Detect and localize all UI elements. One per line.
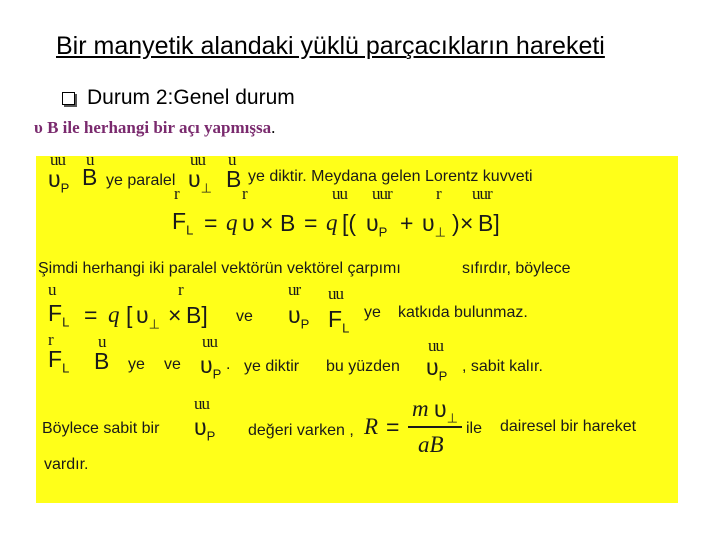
vector-mark: uu [428, 336, 443, 355]
vector-mark: uu [50, 156, 65, 169]
v-parallel-symbol: $\upsilon_P$ [288, 302, 310, 332]
numerator-velocity: $\upsilon_\perp$ [434, 396, 458, 426]
statement-text-2: sıfırdır, böylece [462, 260, 571, 277]
bracket-open: [ [126, 302, 133, 328]
v-parallel-symbol: $\upsilon_P$ [48, 166, 70, 196]
constant-text: , sabit kalır. [462, 358, 543, 375]
period: . [226, 356, 231, 373]
bracket-open: [( [342, 210, 357, 236]
vector-mark: u [48, 280, 56, 299]
subtitle-end: . [271, 118, 276, 137]
v-perp-symbol: $\upsilon_\perp$ [188, 166, 212, 196]
ye-text: ye [364, 304, 381, 321]
b-symbol: B [280, 210, 296, 236]
vector-mark: r [48, 330, 53, 349]
charge-symbol: q [108, 302, 120, 327]
vector-mark: u [228, 156, 236, 169]
vector-mark: uur [472, 184, 492, 203]
perpendicular-text: ye diktir [244, 358, 300, 375]
velocity-symbol: υ [242, 210, 255, 236]
vector-mark: uu [202, 332, 217, 351]
ye-text: ye [128, 356, 145, 373]
cross-sign-2: × [460, 210, 474, 236]
vector-mark: uu [190, 156, 205, 169]
fraction-bar [408, 426, 462, 428]
v-parallel-symbol: $\upsilon_P$ [366, 210, 388, 240]
lorentz-force-symbol-2: $F_L$ [328, 306, 350, 336]
vector-mark: uu [332, 184, 347, 203]
bracket-close: ) [452, 210, 460, 236]
vector-mark: uu [194, 394, 209, 413]
and-text: ve [164, 356, 181, 373]
charge-symbol-2: q [326, 210, 338, 235]
v-parallel-symbol-2: $\upsilon_P$ [426, 354, 448, 384]
numerator-mass: m [412, 396, 429, 421]
vector-mark: ur [288, 280, 301, 299]
statement-text: Şimdi herhangi iki paralel vektörün vektörel çarpımı [38, 260, 401, 277]
square-bullet-icon [62, 92, 75, 105]
bullet-item [62, 86, 295, 110]
subtitle-main: υ B ile herhangi bir açı yapmışsa [34, 118, 272, 137]
charge-symbol: q [226, 210, 238, 235]
with-text: ile [466, 420, 483, 437]
plus-sign: + [400, 210, 414, 236]
b-symbol-bracket: B] [478, 210, 500, 236]
vector-mark: r [174, 184, 179, 203]
equals-sign: = [84, 302, 98, 328]
lorentz-force-symbol: $F_L$ [48, 300, 70, 330]
slide-title: Bir manyetik alandaki yüklü parçacıkların hareketi [56, 32, 605, 60]
circular-motion-text: dairesel bir hareket [500, 418, 637, 435]
vector-mark: r [436, 184, 441, 203]
thus-text: Böylece sabit bir [42, 420, 160, 437]
equals-sign: = [386, 414, 400, 440]
vector-mark: u [86, 156, 94, 169]
vector-mark: r [178, 280, 183, 299]
radius-symbol: R [364, 414, 379, 439]
b-symbol-2: B [226, 166, 242, 192]
b-symbol: B [94, 348, 110, 374]
lorentz-force-symbol: $F_L$ [172, 208, 194, 238]
v-perp-symbol: $\upsilon_\perp$ [422, 210, 446, 240]
vector-mark: u [98, 332, 106, 351]
equals-sign: = [204, 210, 218, 236]
denominator: aB [418, 432, 444, 457]
formula-panel [36, 156, 678, 503]
v-perp-symbol: $\upsilon_\perp$ [136, 302, 160, 332]
no-contribution-text: katkıda bulunmaz. [398, 304, 528, 321]
b-symbol: B [82, 164, 98, 190]
perp-text: ye diktir. Meydana gelen Lorentz kuvveti [248, 168, 533, 185]
subtitle [34, 118, 275, 138]
parallel-text: ye paralel [106, 172, 176, 189]
v-parallel-symbol: $\upsilon_P$ [200, 352, 222, 382]
and-text: ve [236, 308, 253, 325]
cross-sign: × [168, 302, 182, 328]
v-parallel-symbol: $\upsilon_P$ [194, 414, 216, 444]
vector-mark: uu [328, 284, 343, 303]
equals-sign-2: = [304, 210, 318, 236]
b-symbol-bracket: B] [186, 302, 208, 328]
exists-text: vardır. [44, 456, 89, 473]
bullet-text: Durum 2:Genel durum [87, 86, 295, 109]
while-value-text: değeri varken , [248, 422, 354, 439]
cross-sign: × [260, 210, 274, 236]
vector-mark: r [242, 184, 247, 203]
vector-mark: uur [372, 184, 392, 203]
lorentz-force-symbol: $F_L$ [48, 346, 70, 376]
therefore-text: bu yüzden [326, 358, 400, 375]
